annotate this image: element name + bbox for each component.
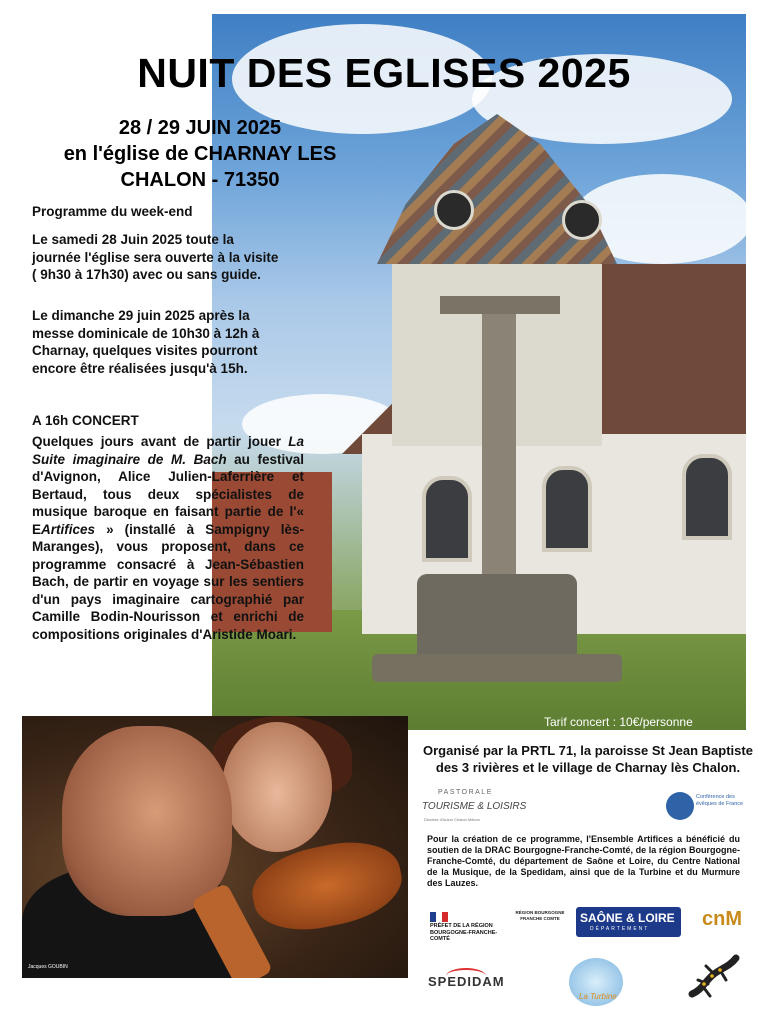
pastorale-logo [420,785,538,833]
concert-text-part: Quelques jours avant de partir jouer [32,434,289,449]
creation-support-text: Pour la création de ce programme, l'Ensemble Artifices a bénéficié du soutien de la DRAC Bourgogne-Franche-Comté, de la région Bourgogne-Franche-Comté, du département de Saône et Loire, du Centre National de la Musique, de la Spedidam, ainsi que de la Turbine et du Murmure des Lauzes. [427,834,740,888]
concert-text-part: » (installé à Sampigny lès-Maranges), vous proposent, dans ce programme consacré à Jean-Sébastien Bach, de partir en voyage sur les sentiers d'un pays imaginaire cartographié par Camille Bodin-Nourisson et enrichi de compositions originales d'Aristide Moari. [32,521,304,642]
logo-text: TOURISME & LOISIRS [422,801,527,812]
date-line: 28 / 29 JUIN 2025 [118,117,282,139]
saone-loire-logo [576,907,681,937]
saturday-text: Le samedi 28 Juin 2025 toute la journée l'église sera ouverte à la visite ( 9h30 à 17h30) avec ou sans guide. [32,232,279,282]
church-window [542,466,592,552]
concert-title: La Suite imaginaire de M. Bach [32,434,304,467]
stone-cross-arm [440,296,560,314]
location-line: CHALON - 71350 [120,169,280,191]
church-window [422,476,472,562]
ensemble-name: Artifices [41,521,96,537]
logo-text: DÉPARTEMENT [590,926,650,932]
organised-by: Organisé par la PRTL 71, la paroisse St Jean Baptiste des 3 rivières et le village de Charnay lès Chalon. [423,743,753,775]
man-face [62,726,232,916]
sunday-text: Le dimanche 29 juin 2025 après la messe dominicale de 10h30 à 12h à Charnay, quelques visites pourront encore être réalisées jusqu'à 15h. [32,308,260,376]
photo-credit: Jacques GOUBIN [28,964,68,970]
cnm-logo: cnM [702,908,742,930]
flag-icon [430,912,448,922]
logo-text: PRÉFET DE LA RÉGION BOURGOGNE-FRANCHE-COMTÉ [430,923,498,942]
musicians-photo [22,716,408,978]
page-title: NUIT DES EGLISES 2025 [137,50,631,96]
programme-heading: Programme du week-end [32,204,193,219]
logo-text: SPEDIDAM [428,974,505,989]
cef-icon [666,792,694,820]
stone-cross [482,304,516,594]
clock-icon [562,200,602,240]
logo-text: Conférence des évêques de France [696,794,744,807]
logo-text: La Turbine [579,992,617,1001]
tarif-text: Tarif concert : 10€/personne [544,715,693,729]
event-date-location [30,115,370,193]
logo-text: Diocèse d'Autun Chalon Mâcon [424,817,480,822]
prefet-logo [428,910,503,950]
church-window [682,454,732,540]
concert-heading: A 16h CONCERT [32,413,139,428]
spedidam-logo [428,968,510,1004]
region-logo: RÉGION BOURGOGNE FRANCHE COMTE [515,910,565,921]
concert-text-part: au festival d'Avignon, Alice Julien-Laferrière et Bertaud, tous deux spécialistes de musique baroque en faisant partie de l'« E [32,451,304,537]
stone-cross-step [372,654,622,682]
concert-text [32,433,304,643]
location-line: en l'église de CHARNAY LES [63,143,337,165]
logo-text: SAÔNE & LOIRE [580,911,675,925]
cef-logo [666,790,748,830]
turbine-logo [569,958,623,1006]
clock-icon [434,190,474,230]
lizard-logo-icon [684,950,744,1002]
logo-text: PASTORALE [438,789,493,796]
woman-face [222,722,332,852]
